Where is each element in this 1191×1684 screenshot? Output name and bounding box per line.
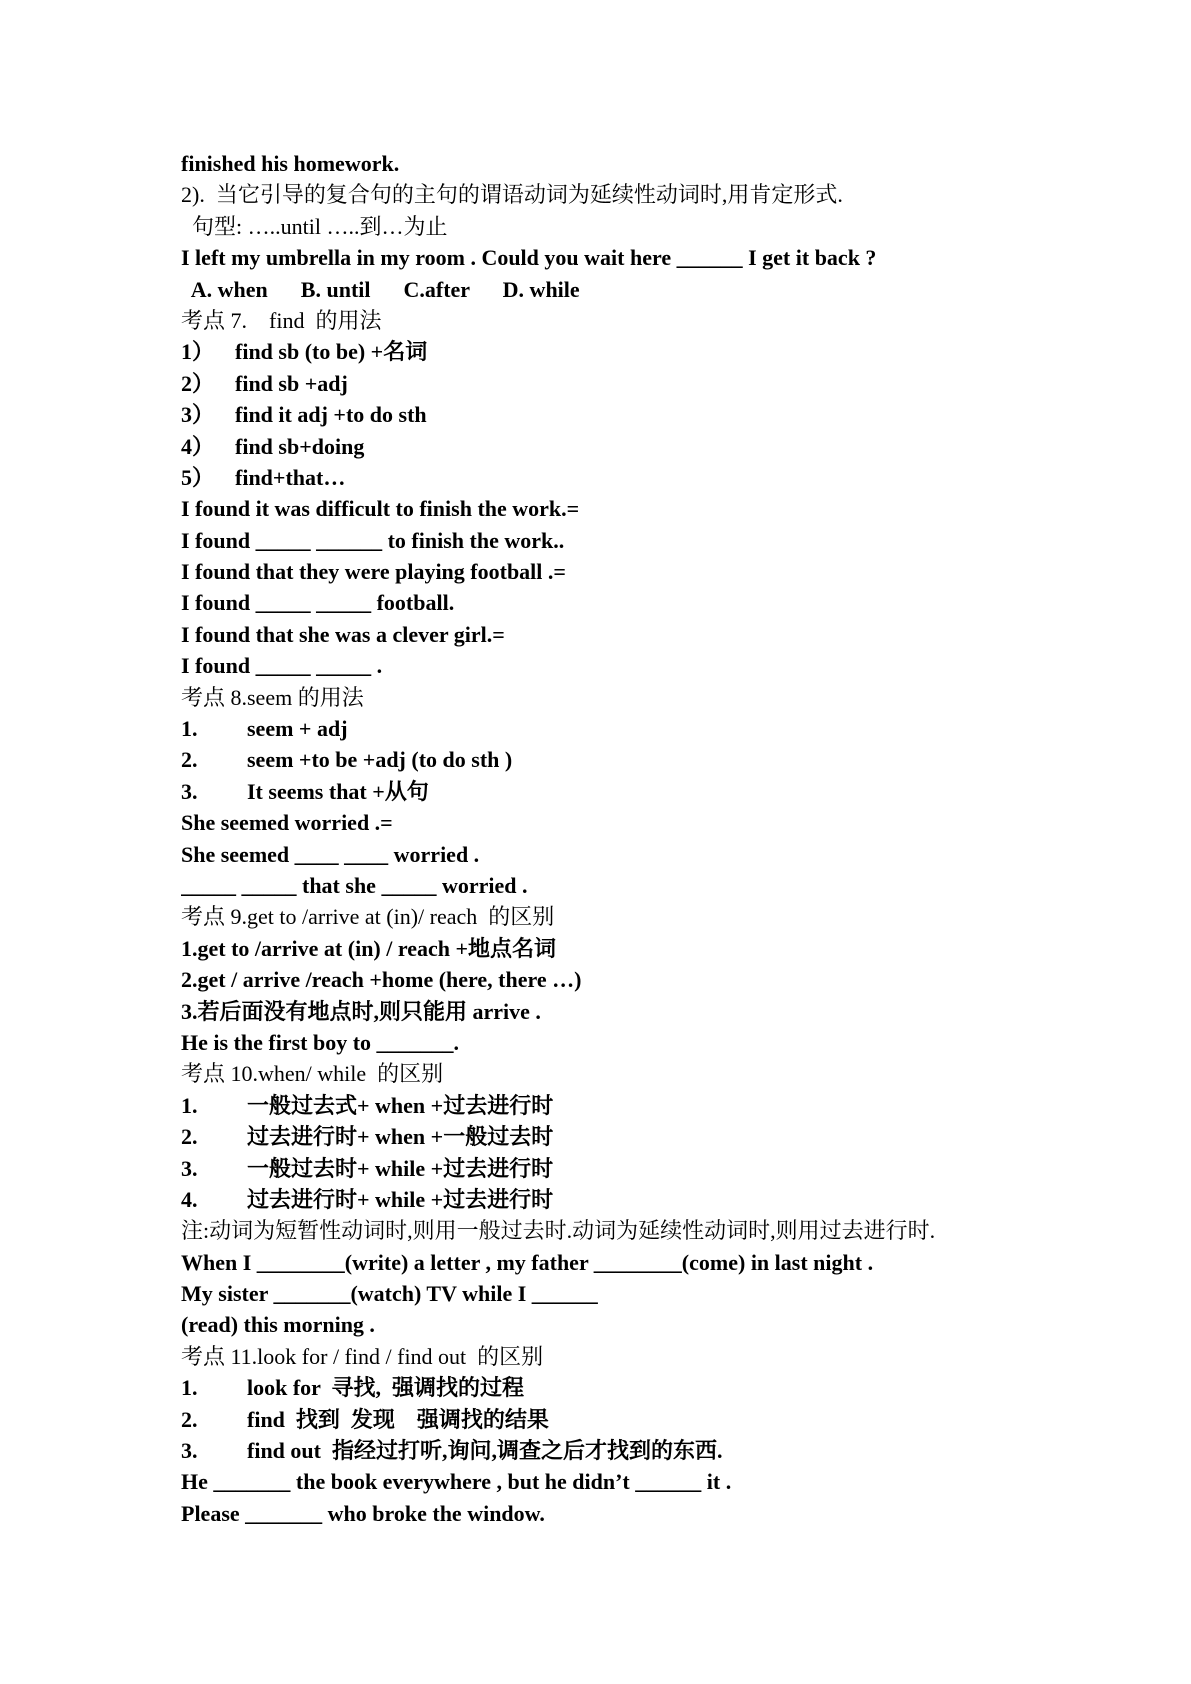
- rule-line: 2.get / arrive /reach +home (here, there …): [181, 967, 582, 993]
- list-item-text: find out 指经过打听,询问,调查之后才找到的东西.: [247, 1438, 723, 1464]
- list-item: [181, 1090, 1081, 1121]
- list-item: [181, 1435, 1081, 1466]
- list-item-text: It seems that +从句: [247, 778, 429, 804]
- list-item-text: 过去进行时+ when +一般过去时: [247, 1124, 554, 1150]
- list-marker: 3.: [181, 778, 198, 804]
- section-heading: 考点 8.seem 的用法: [181, 684, 364, 710]
- exercise-line: _____ _____ that she _____ worried .: [181, 872, 528, 898]
- rule-line: 1.get to /arrive at (in) / reach +地点名词: [181, 935, 557, 961]
- exercise-line: I found _____ ______ to finish the work..: [181, 527, 565, 553]
- exercise-line: When I ________(write) a letter , my father ________(come) in last night .: [181, 1249, 874, 1275]
- text-line: finished his homework.: [181, 151, 400, 176]
- list-item: [181, 1372, 1081, 1403]
- list-item: [181, 336, 1081, 367]
- exercise-line: My sister _______(watch) TV while I ______: [181, 1281, 598, 1307]
- list-marker: 5）: [181, 464, 215, 490]
- exercise-line: (read) this morning .: [181, 1312, 375, 1338]
- list-item: [181, 744, 1081, 775]
- list-item-text: find 找到 发现 强调找的结果: [247, 1406, 549, 1432]
- list-marker: 4.: [181, 1186, 198, 1212]
- list-item: [181, 1121, 1081, 1152]
- document-body: [181, 148, 1081, 1529]
- exercise-line: I found _____ _____ football.: [181, 590, 455, 616]
- list-marker: 2）: [181, 370, 215, 396]
- list-item: [181, 368, 1081, 399]
- list-marker: 2.: [181, 747, 198, 773]
- list-item-text: seem +to be +adj (to do sth ): [247, 747, 513, 773]
- list-marker: 3.: [181, 1438, 198, 1464]
- section-heading: 考点 9.get to /arrive at (in)/ reach 的区别: [181, 904, 555, 930]
- list-item: [181, 1184, 1081, 1215]
- example-sentence: She seemed worried .=: [181, 810, 393, 836]
- list-marker: 2.: [181, 1406, 198, 1432]
- list-item: [181, 1404, 1081, 1435]
- list-marker: 2.: [181, 1124, 198, 1150]
- list-marker: 1.: [181, 1092, 198, 1118]
- list-item: [181, 431, 1081, 462]
- list-item-text: find it adj +to do sth: [235, 402, 427, 428]
- list-item-text: find+that…: [235, 464, 346, 490]
- example-sentence: I found it was difficult to finish the work.=: [181, 496, 580, 522]
- note-line: 注:动词为短暂性动词时,则用一般过去时.动词为延续性动词时,则用过去进行时.: [181, 1218, 936, 1244]
- text-line: 句型: …..until …..到…为止: [181, 213, 448, 239]
- list-item-text: 一般过去时+ while +过去进行时: [247, 1155, 554, 1181]
- section-heading: 考点 7. find 的用法: [181, 307, 382, 333]
- example-sentence: I found that they were playing football .=: [181, 559, 566, 585]
- exercise-line: He is the first boy to _______.: [181, 1029, 460, 1055]
- list-marker: 1.: [181, 716, 198, 742]
- exercise-line: He _______ the book everywhere , but he didn’t ______ it .: [181, 1469, 732, 1495]
- list-item-text: 过去进行时+ while +过去进行时: [247, 1186, 554, 1212]
- list-item-text: find sb +adj: [235, 370, 348, 396]
- list-item: [181, 776, 1081, 807]
- example-sentence: I found that she was a clever girl.=: [181, 621, 505, 647]
- list-marker: 4）: [181, 433, 215, 459]
- section-heading: 考点 10.when/ while 的区别: [181, 1061, 444, 1087]
- exercise-line: Please _______ who broke the window.: [181, 1500, 545, 1526]
- exercise-line: I found _____ _____ .: [181, 653, 383, 679]
- list-marker: 3.: [181, 1155, 198, 1181]
- list-item-text: look for 寻找, 强调找的过程: [247, 1375, 525, 1401]
- list-item: [181, 713, 1081, 744]
- list-item-text: 一般过去式+ when +过去进行时: [247, 1092, 554, 1118]
- list-item-text: find sb (to be) +名词: [235, 339, 428, 365]
- list-marker: 1.: [181, 1375, 198, 1401]
- list-marker: 3）: [181, 402, 215, 428]
- answer-options: A. when B. until C.after D. while: [181, 276, 580, 302]
- rule-line: 3.若后面没有地点时,则只能用 arrive .: [181, 998, 541, 1024]
- list-item: [181, 1153, 1081, 1184]
- list-item-text: seem + adj: [247, 716, 348, 742]
- question-line: I left my umbrella in my room . Could you wait here ______ I get it back ?: [181, 245, 877, 271]
- list-marker: 1）: [181, 339, 215, 365]
- exercise-line: She seemed ____ ____ worried .: [181, 841, 480, 867]
- list-item: [181, 399, 1081, 430]
- list-item: [181, 462, 1081, 493]
- list-item-text: find sb+doing: [235, 433, 365, 459]
- section-heading: 考点 11.look for / find / find out 的区别: [181, 1343, 544, 1369]
- text-line: 2). 当它引导的复合句的主句的谓语动词为延续性动词时,用肯定形式.: [181, 182, 843, 208]
